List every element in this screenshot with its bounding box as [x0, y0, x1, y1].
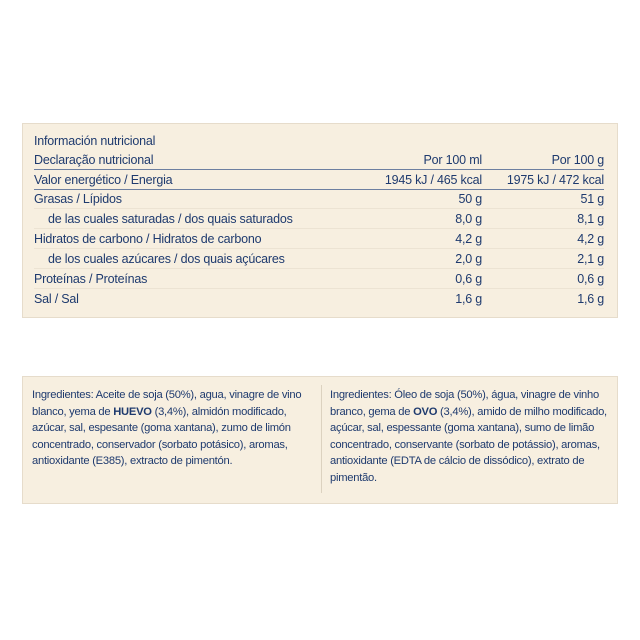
nutrition-row-saturates [34, 210, 604, 229]
nutrition-title-es: Información nutricional [34, 134, 156, 148]
allergen-es: HUEVO [113, 405, 152, 418]
ingredients-panel [22, 376, 618, 504]
ingredients-es-part2: (3,4%), almidón modificado, azúcar, sal, espesante (goma xantana), zumo de limón concentrado, conservador (sorbato potásico), aromas, antioxidante (E385), extracto de pimentón. [32, 405, 291, 467]
nutrient-label: Grasas / Lípidos [34, 192, 122, 206]
value-per-100g: 1,6 g [577, 292, 604, 306]
nutrition-table [22, 123, 618, 318]
ingredients-pt-part2: (3,4%), amido de milho modificado, açúcar, sal, espessante (goma xantana), sumo de limão concentrado, conservante (sorbato de potássio), aromas, antioxidante (EDTA de cálcio de dissódico), extrato de pimentão. [330, 405, 607, 484]
nutrition-row-fat [34, 190, 604, 209]
ingredients-text-es [32, 387, 314, 470]
column-header-per-100ml: Por 100 ml [423, 153, 482, 167]
nutrient-label: de los cuales azúcares / dos quais açúcares [48, 252, 285, 266]
nutrient-label: Sal / Sal [34, 292, 79, 306]
value-per-100g: 8,1 g [577, 212, 604, 226]
nutrition-row-salt [34, 290, 604, 309]
value-per-100g: 2,1 g [577, 252, 604, 266]
nutrition-row-carbohydrate [34, 230, 604, 249]
value-per-100ml: 4,2 g [455, 232, 482, 246]
value-per-100ml: 0,6 g [455, 272, 482, 286]
value-per-100g: 4,2 g [577, 232, 604, 246]
nutrition-row-protein [34, 270, 604, 289]
nutrient-label: Valor energético / Energia [34, 173, 173, 187]
value-per-100g: 1975 kJ / 472 kcal [506, 173, 604, 187]
ingredients-pt-part1: Ingredientes: Óleo de soja (50%), água, vinagre de vinho branco, gema de [330, 389, 599, 418]
value-per-100ml: 1,6 g [455, 292, 482, 306]
value-per-100g: 51 g [580, 192, 604, 206]
value-per-100ml: 50 g [458, 192, 482, 206]
nutrient-label: de las cuales saturadas / dos quais saturados [48, 212, 293, 226]
value-per-100g: 0,6 g [577, 272, 604, 286]
nutrition-title-pt: Declaração nutricional [34, 153, 154, 167]
column-header-per-100g: Por 100 g [551, 153, 604, 167]
value-per-100ml: 8,0 g [455, 212, 482, 226]
column-divider [321, 385, 322, 493]
nutrition-title-row [34, 132, 604, 151]
nutrient-label: Proteínas / Proteínas [34, 272, 148, 286]
ingredients-text-pt [330, 387, 612, 486]
allergen-pt: OVO [413, 405, 438, 418]
nutrition-row-sugars [34, 250, 604, 269]
nutrition-row-energy [34, 171, 604, 190]
nutrition-header-row [34, 151, 604, 170]
value-per-100ml: 1945 kJ / 465 kcal [384, 173, 482, 187]
value-per-100ml: 2,0 g [455, 252, 482, 266]
nutrient-label: Hidratos de carbono / Hidratos de carbono [34, 232, 262, 246]
ingredients-es-part1: Ingredientes: Aceite de soja (50%), agua, vinagre de vino blanco, yema de [32, 389, 302, 418]
